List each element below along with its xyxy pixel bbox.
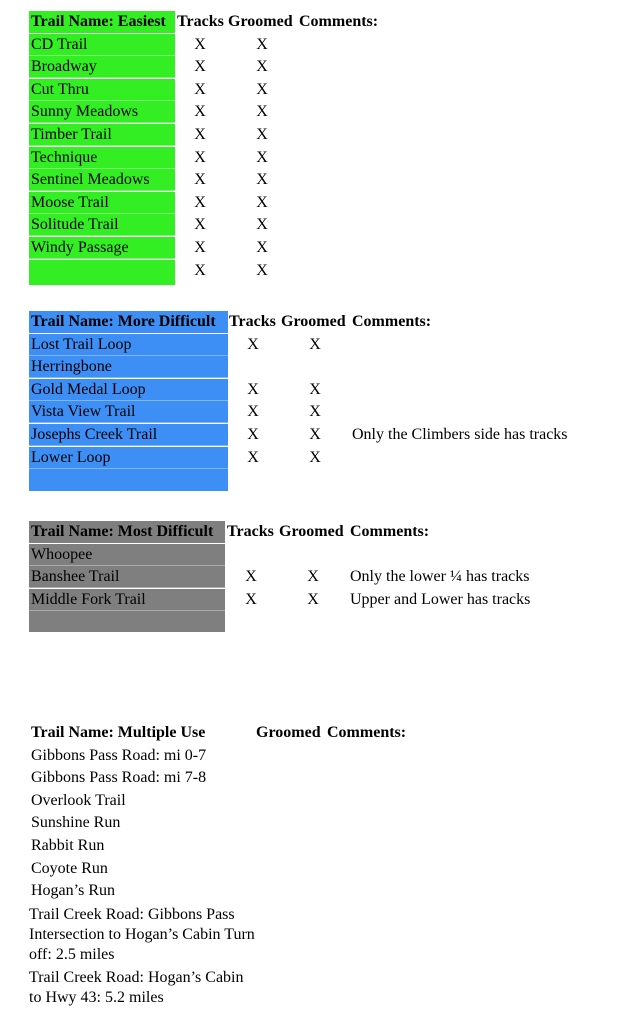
tracks-mark: X [247,380,259,398]
header-tracks: Tracks [227,523,274,540]
trail-name: Coyote Run [31,859,108,877]
trail-name: CD Trail [29,34,175,56]
trail-name: Hogan’s Run [31,882,115,900]
trail-comment: Only the Climbers side has tracks [352,425,568,443]
trail-name: Technique [29,147,175,169]
groomed-mark: X [256,148,268,166]
tracks-mark: X [194,216,206,234]
tracks-mark: X [194,103,206,121]
trail-name: Sunshine Run [31,814,121,832]
table-header [29,722,407,745]
trail-name: Cut Thru [29,79,175,101]
groomed-mark: X [256,80,268,98]
trail-name: Vista View Trail [29,401,228,423]
groomed-mark: X [309,380,321,398]
groomed-mark: X [256,103,268,121]
trail-name: Lower Loop [29,447,228,469]
tracks-mark: X [245,590,257,608]
header-groomed: Groomed [256,724,321,741]
trail-name: Banshee Trail [29,566,225,588]
table-row [29,812,259,835]
tracks-mark: X [194,261,206,279]
tracks-mark: X [194,125,206,143]
trail-name: Herringbone [29,356,228,378]
table-row [29,790,259,813]
tracks-mark: X [194,80,206,98]
multiple-use-table [29,722,407,1010]
header-comments: Comments: [299,13,379,30]
tracks-mark: X [194,171,206,189]
multiple-use-rows [29,745,259,1010]
tracks-mark: X [194,238,206,256]
tracks-mark: X [245,568,257,586]
tracks-mark: X [194,193,206,211]
table-row [29,880,259,903]
groomed-mark: X [256,193,268,211]
table-row [29,835,259,858]
trail-name: Timber Trail [29,124,175,146]
header-groomed: Groomed [281,313,346,330]
groomed-mark: X [309,335,321,353]
trail-name: Solitude Trail [29,214,175,236]
groomed-mark: X [309,403,321,421]
trail-name: Gibbons Pass Road: mi 7-8 [31,769,207,787]
trail-name: Sunny Meadows [29,101,175,123]
trail-comment: Only the lower ¼ has tracks [350,568,530,586]
table-row [29,858,259,881]
groomed-mark: X [256,35,268,53]
trail-name: Josephs Creek Trail [29,424,228,446]
groomed-mark: X [307,568,319,586]
groomed-mark: X [309,448,321,466]
groomed-mark: X [256,58,268,76]
trail-name: Windy Passage [29,237,175,259]
groomed-mark: X [256,125,268,143]
trail-name: Trail Creek Road: Gibbons Pass Intersection to Hogan’s Cabin Turn off: 2.5 miles [29,905,255,963]
groomed-mark: X [256,238,268,256]
trail-name: Rabbit Run [31,836,105,854]
trail-name: Lost Trail Loop [29,334,228,356]
tracks-mark: X [247,335,259,353]
trail-name: Gibbons Pass Road: mi 0-7 [31,746,207,764]
trail-name: Whoopee [29,544,225,566]
header-tracks: Tracks [177,13,224,30]
groomed-mark: X [256,216,268,234]
tracks-mark: X [194,35,206,53]
header-trail-name: Trail Name: Multiple Use [31,724,206,741]
trail-name: Middle Fork Trail [29,589,225,611]
trail-name: Trail Creek Road: Hogan’s Cabin to Hwy 43: 5.2 miles [29,968,244,1006]
header-trail-name: Trail Name: Easiest [29,11,175,33]
header-groomed: Groomed [279,523,344,540]
table-row [29,745,259,768]
header-comments: Comments: [327,724,407,741]
trail-name: Overlook Trail [31,791,126,809]
trail-name: Broadway [29,56,175,78]
table-row [29,967,259,1010]
tracks-mark: X [194,58,206,76]
header-comments: Comments: [352,313,432,330]
tracks-mark: X [247,403,259,421]
tracks-mark: X [247,425,259,443]
trail-name: Gold Medal Loop [29,379,228,401]
trail-name: Sentinel Meadows [29,169,175,191]
header-tracks: Tracks [229,313,276,330]
tracks-mark: X [247,448,259,466]
tracks-mark: X [194,148,206,166]
trail-name: Moose Trail [29,192,175,214]
trail-name [29,260,175,285]
trail-name [29,611,225,632]
header-comments: Comments: [350,523,430,540]
groomed-mark: X [256,171,268,189]
groomed-mark: X [256,261,268,279]
table-row [29,767,259,790]
trail-comment: Upper and Lower has tracks [350,590,531,608]
table-row [29,904,259,967]
header-trail-name: Trail Name: More Difficult [29,311,228,333]
header-trail-name: Trail Name: Most Difficult [29,521,225,543]
header-groomed: Groomed [228,13,293,30]
trail-name [29,469,228,491]
groomed-mark: X [309,425,321,443]
groomed-mark: X [307,590,319,608]
